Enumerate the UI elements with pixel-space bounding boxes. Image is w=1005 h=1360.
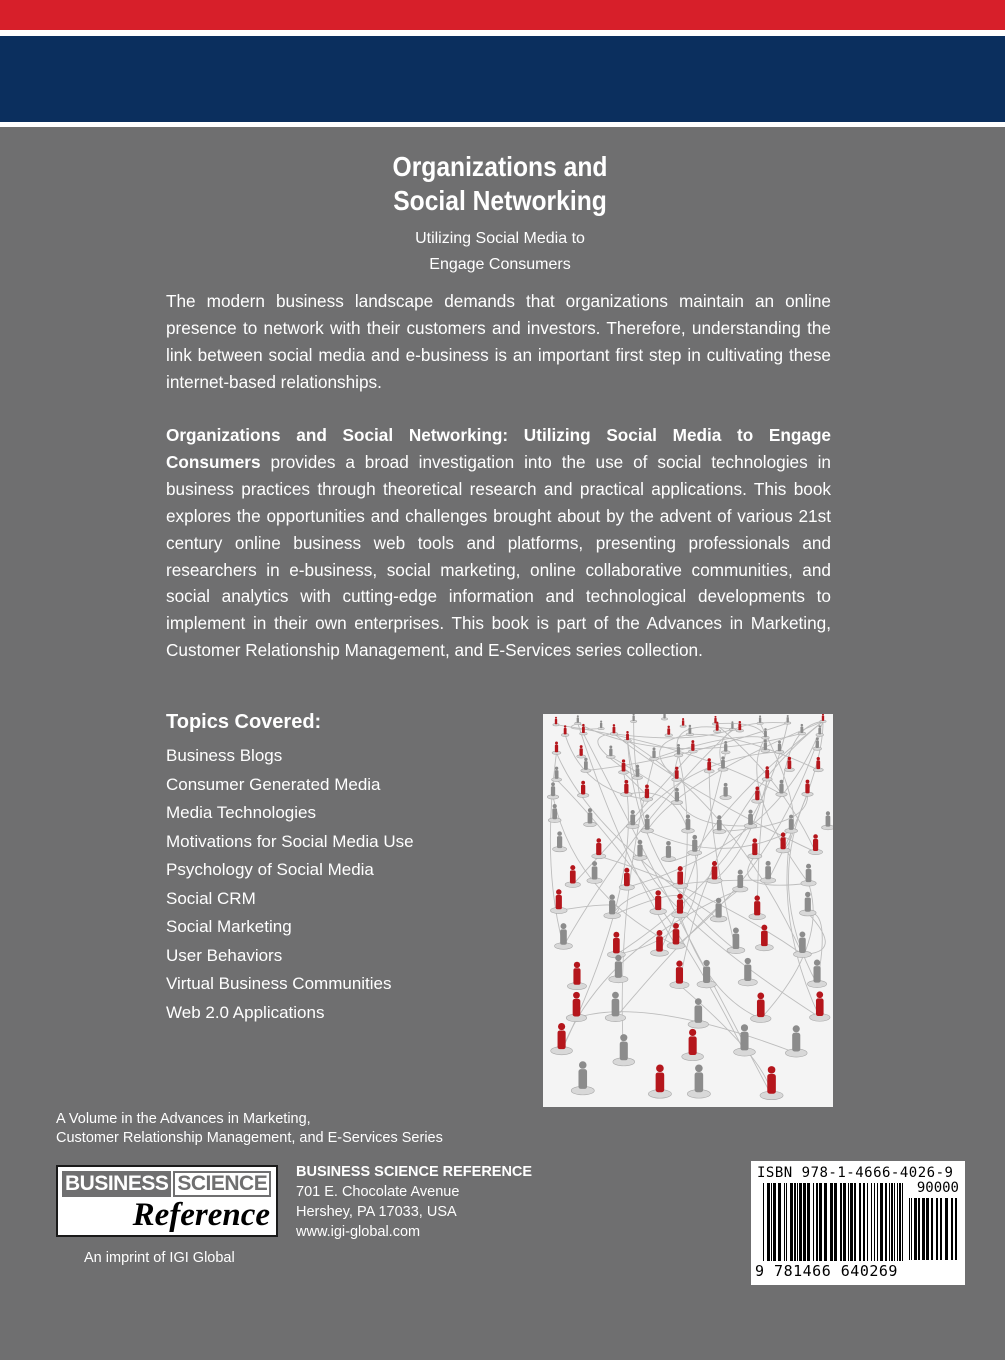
person-figure bbox=[670, 961, 689, 989]
person-figure bbox=[577, 745, 586, 758]
topic-item: Motivations for Social Media Use bbox=[166, 831, 414, 851]
network-figures-graphic bbox=[543, 714, 833, 1107]
barcode-bar bbox=[790, 1183, 793, 1261]
publisher-logo bbox=[56, 1165, 278, 1237]
logo-word-reference: Reference bbox=[132, 1197, 270, 1233]
barcode-digits: 9 781466 640269 bbox=[755, 1262, 898, 1280]
person-figure bbox=[571, 1061, 594, 1095]
person-figure bbox=[648, 1065, 671, 1099]
barcode-bar bbox=[813, 1183, 814, 1261]
barcode-bar bbox=[767, 1183, 770, 1261]
barcode-bar bbox=[951, 1198, 953, 1260]
person-figure bbox=[822, 811, 833, 830]
publisher-city: Hershey, PA 17033, USA bbox=[296, 1204, 457, 1220]
barcode-bar bbox=[786, 1183, 787, 1261]
price-code: 90000 bbox=[916, 1180, 959, 1196]
person-figure bbox=[555, 923, 573, 949]
person-figure bbox=[619, 868, 634, 890]
barcode-bar bbox=[874, 1183, 875, 1261]
subtitle-line-1: Utilizing Social Media to bbox=[415, 230, 585, 247]
person-figure bbox=[621, 780, 632, 797]
barcode-bar bbox=[926, 1198, 929, 1260]
person-figure bbox=[575, 715, 581, 724]
barcode-bar bbox=[778, 1183, 781, 1261]
series-note bbox=[56, 1110, 443, 1148]
person-figure bbox=[793, 931, 811, 957]
topic-item: Virtual Business Communities bbox=[166, 974, 392, 993]
publisher-name: BUSINESS SCIENCE REFERENCE bbox=[296, 1164, 533, 1180]
topic-item: Web 2.0 Applications bbox=[166, 1002, 325, 1022]
publisher-website: www.igi-global.com bbox=[296, 1224, 421, 1240]
barcode-bar bbox=[885, 1183, 887, 1261]
social-network-illustration bbox=[543, 714, 833, 1107]
person-figure bbox=[592, 838, 606, 858]
barcode-bar bbox=[763, 1183, 764, 1261]
barcode-bar bbox=[902, 1183, 903, 1261]
person-figure bbox=[607, 932, 625, 958]
barcode-bar bbox=[889, 1183, 890, 1261]
person-figure bbox=[553, 717, 559, 726]
person-figure bbox=[610, 724, 618, 735]
network-link bbox=[562, 889, 741, 1051]
barcode-bar bbox=[936, 1198, 938, 1260]
person-figure bbox=[738, 958, 757, 986]
person-figure bbox=[567, 962, 586, 990]
barcode-bar bbox=[824, 1183, 827, 1261]
barcode-bar bbox=[945, 1198, 948, 1260]
topic-item: User Behaviors bbox=[166, 945, 283, 965]
barcode-bar bbox=[891, 1183, 893, 1261]
barcode-bar bbox=[819, 1183, 822, 1261]
person-figure bbox=[682, 1029, 704, 1061]
barcode-bar bbox=[880, 1183, 883, 1261]
network-link bbox=[565, 735, 647, 799]
person-figure bbox=[760, 861, 775, 883]
person-figure bbox=[785, 715, 791, 724]
person-figure bbox=[755, 925, 773, 951]
person-figure bbox=[682, 815, 695, 834]
barcode-bars-main bbox=[763, 1183, 903, 1263]
person-figure bbox=[687, 1064, 710, 1098]
logo-top-row bbox=[62, 1171, 272, 1197]
imprint-note: An imprint of IGI Global bbox=[84, 1250, 235, 1266]
person-figure bbox=[650, 747, 659, 760]
network-link bbox=[676, 735, 820, 946]
person-figure bbox=[807, 960, 826, 988]
barcode-bars-addon bbox=[909, 1198, 959, 1263]
person-figure bbox=[551, 1023, 573, 1055]
barcode-bar bbox=[830, 1183, 833, 1261]
title-line-2: Social Networking bbox=[393, 185, 607, 216]
person-figure bbox=[751, 993, 772, 1023]
person-figure bbox=[630, 714, 636, 723]
barcode-bar bbox=[840, 1183, 842, 1261]
barcode-bar bbox=[843, 1183, 846, 1261]
barcode-bar bbox=[854, 1183, 856, 1261]
title-line-1: Organizations and bbox=[392, 151, 608, 182]
barcode-bar bbox=[918, 1198, 920, 1260]
person-figure bbox=[624, 731, 632, 742]
barcode-bar bbox=[922, 1198, 925, 1260]
barcode-bar bbox=[850, 1183, 853, 1261]
barcode-bar bbox=[877, 1183, 878, 1261]
person-figure bbox=[697, 960, 716, 988]
barcode-bar bbox=[955, 1198, 957, 1260]
barcode-bar bbox=[931, 1198, 933, 1260]
book-subtitle bbox=[300, 226, 700, 278]
publisher-street: 701 E. Chocolate Avenue bbox=[296, 1184, 460, 1200]
person-figure bbox=[552, 742, 561, 755]
person-figure bbox=[749, 895, 766, 919]
description-book-title-bold: Organizations and Social Networking: Utilizing Social Media to Engage Consumers bbox=[166, 425, 831, 472]
series-line-1: A Volume in the Advances in Marketing, bbox=[56, 1111, 311, 1127]
topic-item: Social CRM bbox=[166, 888, 256, 908]
person-figure bbox=[733, 870, 748, 892]
barcode-bar bbox=[911, 1198, 912, 1260]
person-figure bbox=[810, 991, 831, 1021]
barcode-bar bbox=[848, 1183, 849, 1261]
person-figure bbox=[598, 721, 604, 730]
person-figure bbox=[609, 955, 628, 983]
topics-heading: Topics Covered: bbox=[166, 711, 322, 733]
person-figure bbox=[581, 758, 591, 773]
person-figure bbox=[727, 927, 745, 953]
description-paragraph-2 bbox=[166, 422, 831, 664]
person-figure bbox=[680, 718, 686, 727]
person-figure bbox=[565, 865, 580, 887]
person-figure bbox=[820, 714, 826, 723]
series-line-2: Customer Relationship Management, and E-Services Series bbox=[56, 1130, 443, 1146]
person-figure bbox=[688, 998, 709, 1028]
person-figure bbox=[801, 864, 816, 886]
barcode-bar bbox=[914, 1198, 917, 1260]
top-red-band bbox=[0, 0, 1005, 30]
person-figure bbox=[720, 783, 731, 800]
barcode-bar bbox=[940, 1198, 942, 1260]
top-navy-band bbox=[0, 36, 1005, 122]
person-figure bbox=[547, 782, 558, 799]
person-figure bbox=[672, 894, 689, 918]
network-link bbox=[599, 856, 803, 954]
barcode-bar bbox=[894, 1183, 895, 1261]
barcode-bar bbox=[784, 1183, 785, 1261]
barcode-bar bbox=[834, 1183, 837, 1261]
topic-item: Business Blogs bbox=[166, 746, 283, 765]
barcode-bar bbox=[871, 1183, 872, 1261]
person-figure bbox=[688, 740, 697, 753]
description-paragraph-2-text: provides a broad investigation into the use of social technologies in business practices through theoretical research and practical applications. This book explores the opportunities and challenges brought about by the advent of various 21st century online business web tools and platforms, presenting professionals and researchers in e-business, social marketing, online collaborative communities, and social analytics with cutting-edge information and technological developments to implement in their own enterprises. This book is part of the Advances in Marketing, Customer Relationship Management, and E-Services series collection. bbox=[166, 451, 831, 661]
barcode-bar bbox=[773, 1183, 776, 1261]
isbn-barcode bbox=[751, 1161, 965, 1285]
lower-white-stripe bbox=[0, 122, 1005, 127]
barcode-bar bbox=[899, 1183, 901, 1261]
person-figure bbox=[760, 1066, 783, 1100]
barcode-bar bbox=[799, 1183, 802, 1261]
logo-word-science: SCIENCE bbox=[173, 1171, 271, 1197]
logo-word-business: BUSINESS bbox=[62, 1171, 171, 1197]
topic-item: Media Technologies bbox=[166, 803, 316, 822]
person-figure bbox=[785, 1025, 807, 1057]
network-link bbox=[563, 729, 732, 946]
subtitle-line-2: Engage Consumers bbox=[429, 256, 571, 273]
topics-list bbox=[166, 742, 414, 1027]
network-link bbox=[612, 880, 768, 915]
person-figure bbox=[548, 804, 561, 823]
person-figure bbox=[577, 781, 588, 798]
person-figure bbox=[729, 721, 735, 730]
topic-item: Social Marketing bbox=[166, 917, 292, 936]
barcode-bar bbox=[867, 1183, 868, 1261]
barcode-bar bbox=[863, 1183, 865, 1261]
barcode-bar bbox=[794, 1183, 796, 1261]
person-figure bbox=[661, 714, 667, 720]
person-figure bbox=[587, 861, 602, 883]
network-link bbox=[611, 757, 677, 803]
barcode-bar bbox=[807, 1183, 810, 1261]
publisher-address bbox=[296, 1162, 532, 1242]
barcode-bar bbox=[897, 1183, 898, 1261]
person-figure bbox=[606, 745, 615, 758]
person-figure bbox=[757, 715, 763, 724]
description-paragraph-1: The modern business landscape demands that organizations maintain an online presence to network with their customers and investors. Therefore, understanding the link between social media and e-business is an important first step in cultivating these internet-based relationships. bbox=[166, 291, 831, 392]
book-title bbox=[324, 150, 676, 218]
person-figure bbox=[552, 767, 562, 782]
topic-item: Psychology of Social Media bbox=[166, 860, 374, 879]
person-figure bbox=[665, 726, 673, 737]
barcode-bar bbox=[771, 1183, 772, 1261]
person-figure bbox=[809, 834, 823, 854]
person-figure bbox=[650, 890, 667, 914]
barcode-bar bbox=[803, 1183, 806, 1261]
person-figure bbox=[613, 1034, 635, 1066]
person-figure bbox=[762, 766, 772, 781]
barcode-bar bbox=[797, 1183, 798, 1261]
person-figure bbox=[813, 757, 823, 772]
person-figure bbox=[799, 892, 816, 916]
barcode-bar bbox=[909, 1198, 910, 1260]
barcode-bar bbox=[816, 1183, 818, 1261]
person-figure bbox=[566, 992, 587, 1022]
barcode-bar bbox=[859, 1183, 861, 1261]
person-figure bbox=[661, 841, 675, 861]
topic-item: Consumer Generated Media bbox=[166, 774, 381, 794]
isbn-text: ISBN 978-1-4666-4026-9 bbox=[757, 1165, 954, 1181]
